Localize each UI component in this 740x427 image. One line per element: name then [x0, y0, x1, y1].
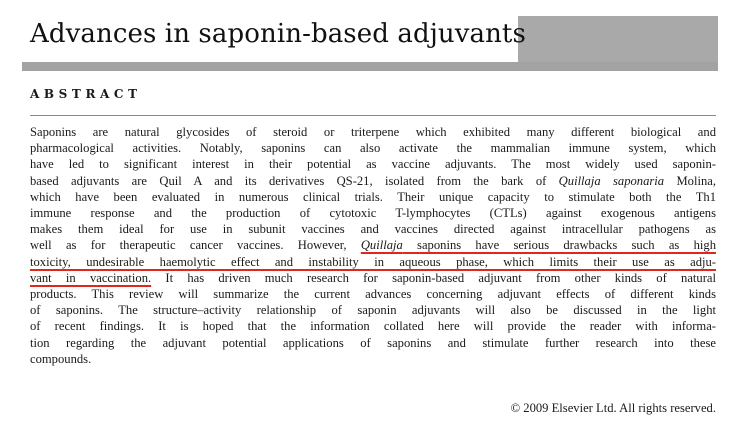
abstract-line — [30, 124, 716, 140]
abstract-line — [30, 173, 716, 189]
abstract-line — [30, 205, 716, 221]
abstract-body — [30, 124, 716, 367]
abstract-text: It has driven much research for saponin-based adjuvant from other kinds of natural — [151, 270, 716, 285]
abstract-line — [30, 140, 716, 156]
abstract-line — [30, 286, 716, 302]
abstract-text: which have been evaluated in numerous clinical trials. Their unique capacity to stimulate both the Th1 — [30, 189, 716, 204]
abstract-line — [30, 254, 716, 270]
header-gray-block — [518, 16, 718, 68]
abstract-text: Saponins are natural glycosides of steroid or triterpene which exhibited many different biological and — [30, 125, 716, 139]
abstract-text: products. This review will summarize the current advances concerning adjuvant effects of different kinds — [30, 287, 716, 302]
abstract-text: of recent findings. It is hoped that the information collated here will provide the reader with informa- — [30, 319, 716, 334]
abstract-text: Molina, — [664, 173, 716, 188]
abstract-line — [30, 351, 716, 367]
abstract-text: makes them ideal for use in subunit vaccines and vaccines directed against intracellular pathogens as — [30, 222, 716, 237]
abstract-text: have led to significant interest in their potential as vaccine adjuvants. The most widely used saponin- — [30, 157, 716, 172]
copyright-notice: © 2009 Elsevier Ltd. All rights reserved. — [510, 401, 716, 415]
abstract-line — [30, 270, 716, 286]
highlighted-text: vant in vaccination. — [30, 270, 152, 285]
abstract-line — [30, 318, 716, 334]
abstract-text: immune response and the production of cytotoxic T-lymphocytes (CTLs) against exogenous antigens — [30, 206, 716, 221]
abstract-text: of saponins. The structure–activity relationship of saponin adjuvants will also be discussed in the light — [30, 303, 716, 318]
highlighted-text: Quillaja — [360, 238, 403, 253]
highlighted-text: saponins have serious drawbacks such as high — [402, 238, 716, 253]
abstract-divider — [30, 115, 716, 116]
abstract-text: compounds. — [30, 351, 92, 366]
abstract-text: tion regarding the adjuvant potential applications of saponins and stimulate further research into these — [30, 335, 716, 350]
abstract-text: Quillaja saponaria — [558, 173, 665, 188]
abstract-text: well as for therapeutic cancer vaccines. However, — [30, 238, 361, 253]
header-gray-rule — [22, 62, 718, 71]
abstract-text: based adjuvants are Quil A and its derivatives QS-21, isolated from the bark of — [30, 173, 559, 188]
abstract-heading: ABSTRACT — [30, 87, 142, 101]
abstract-line — [30, 189, 716, 205]
abstract-line — [30, 302, 716, 318]
highlighted-text: toxicity, undesirable haemolytic effect and instability in aqueous phase, which limits their use as adju- — [30, 254, 716, 269]
article-title: Advances in saponin-based adjuvants — [30, 19, 526, 49]
abstract-line — [30, 237, 716, 253]
abstract-text: pharmacological activities. Notably, saponins can also activate the mammalian immune system, which — [30, 141, 716, 156]
abstract-line — [30, 335, 716, 351]
abstract-line — [30, 221, 716, 237]
abstract-line — [30, 156, 716, 172]
